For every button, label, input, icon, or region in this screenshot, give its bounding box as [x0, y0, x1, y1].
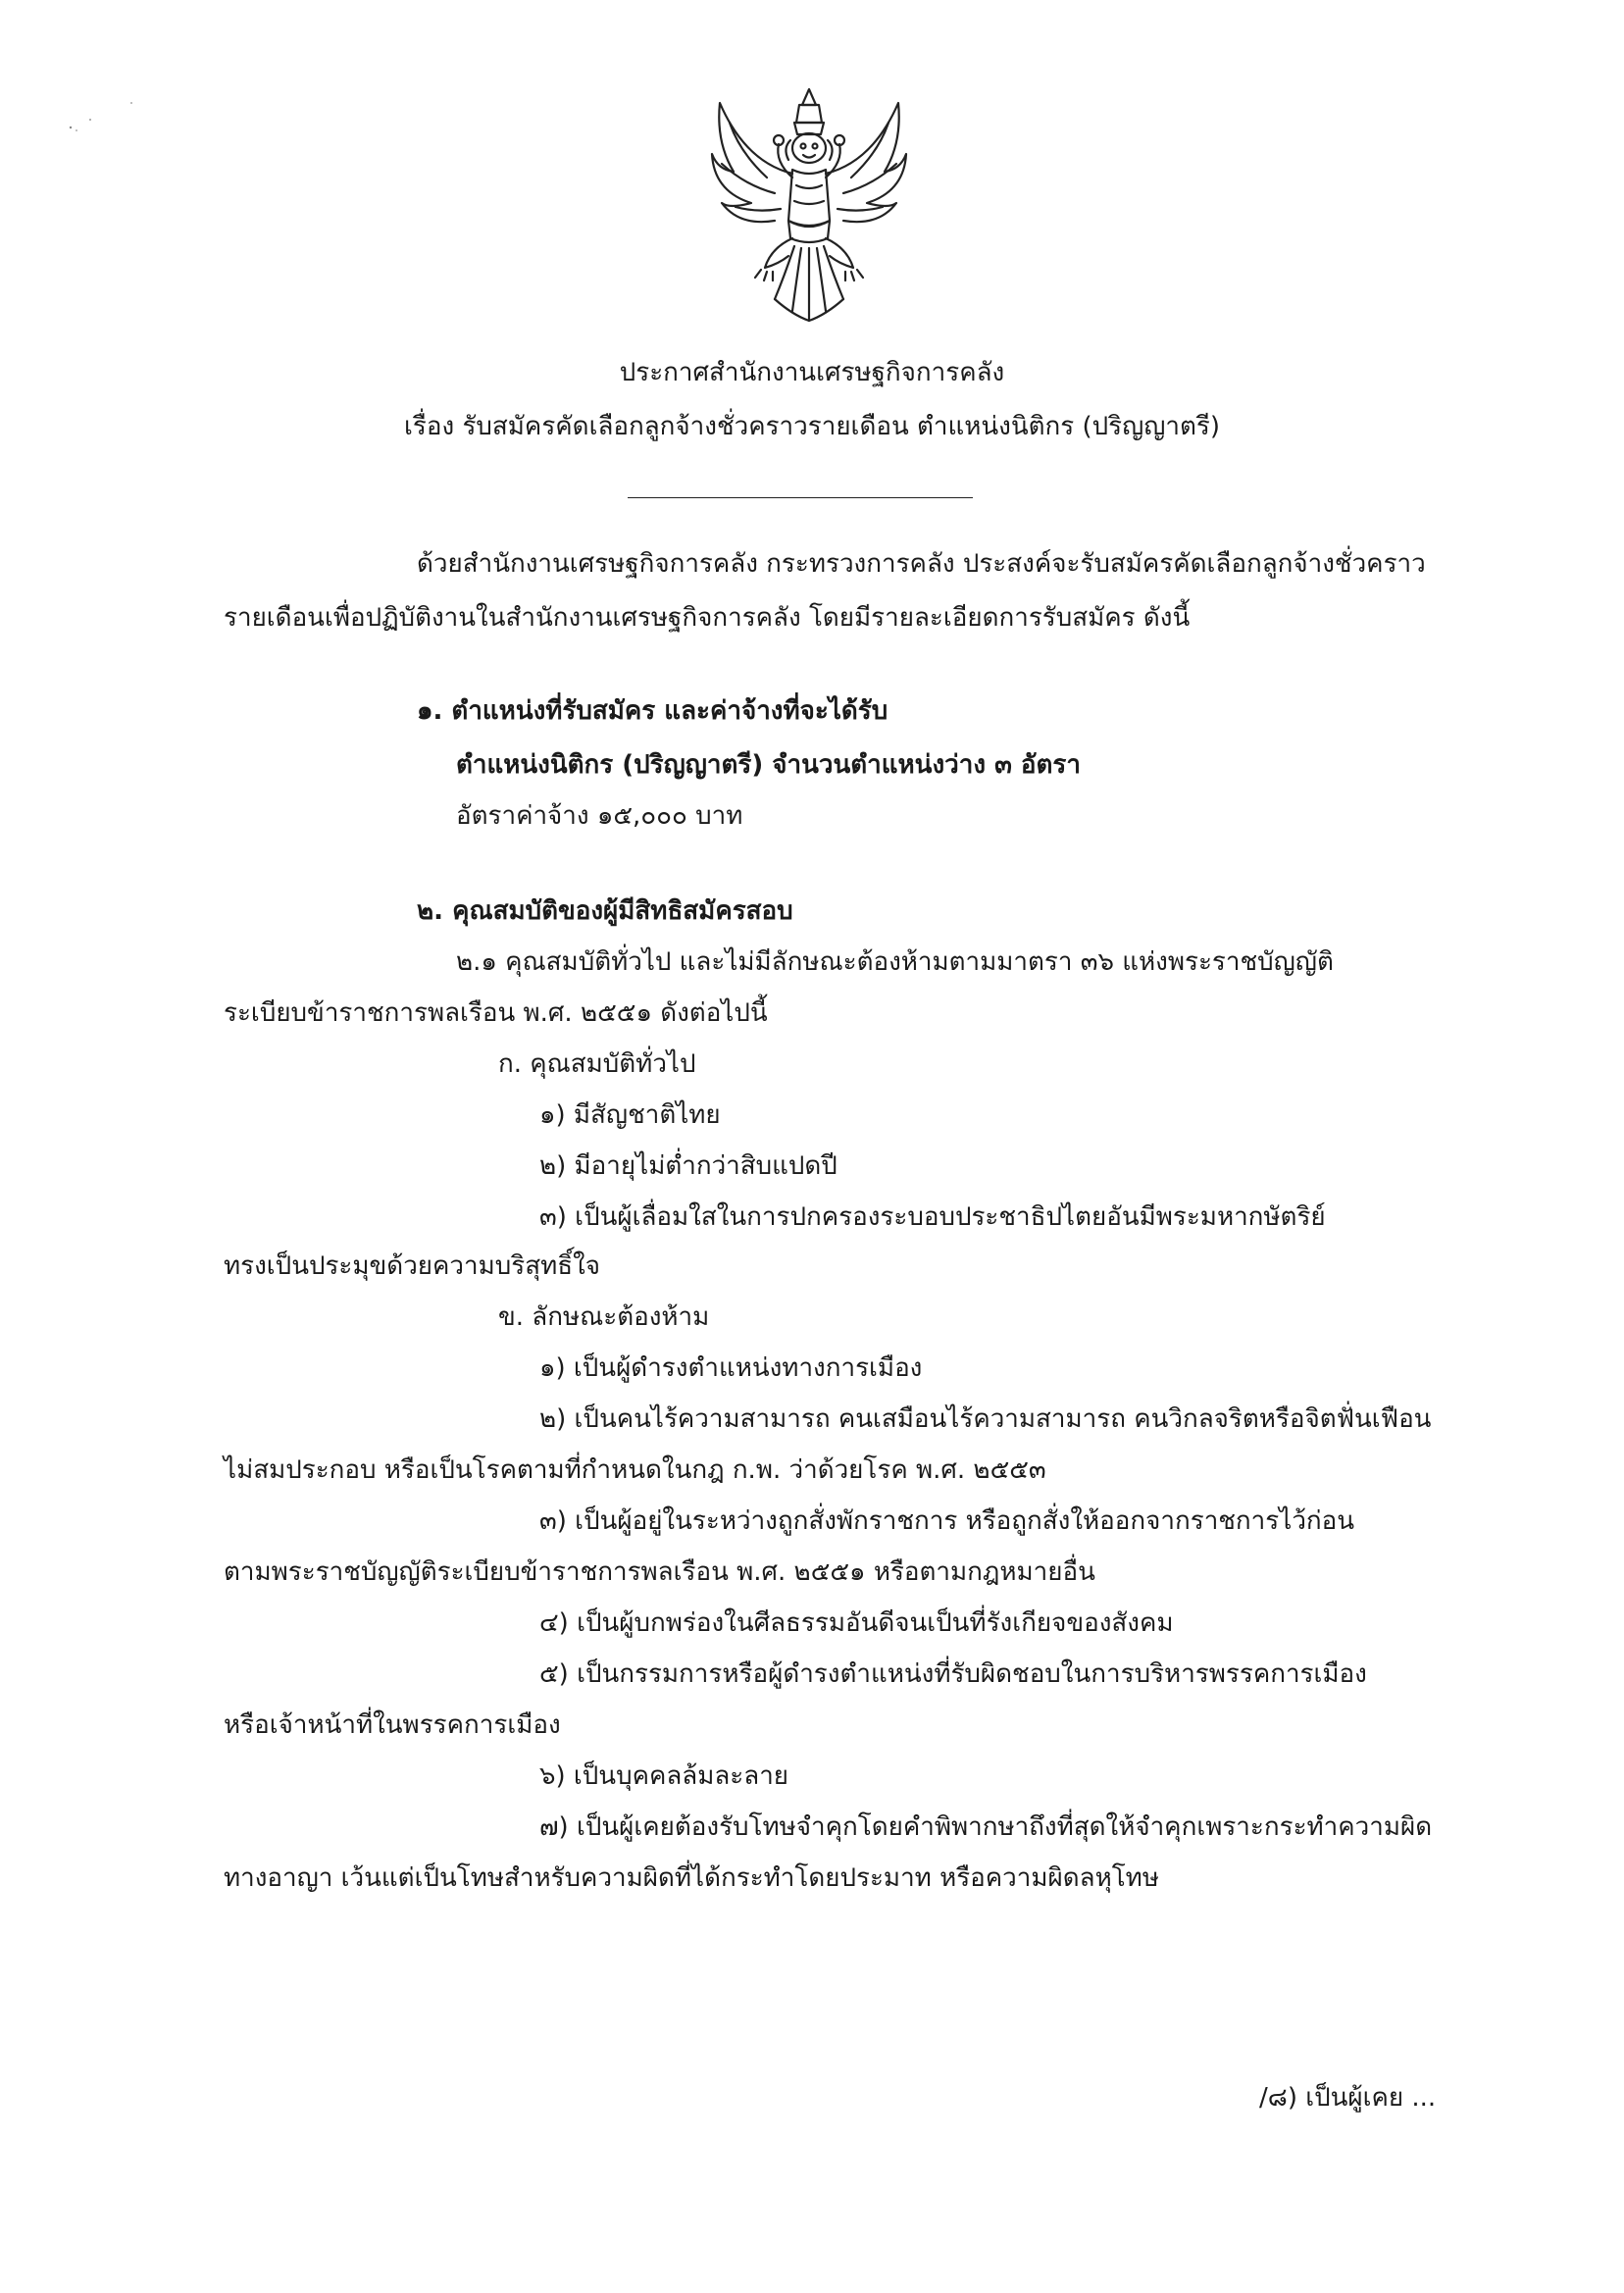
intro-line-1: ด้วยสำนักงานเศรษฐกิจการคลัง กระทรวงการคลัง ประสงค์จะรับสมัครคัดเลือกลูกจ้างชั่วคราว [417, 549, 1426, 579]
prohibited-item-3: ๓) เป็นผู้อยู่ในระหว่างถูกสั่งพักราชการ หรือถูกสั่งให้ออกจากราชการไว้ก่อน [539, 1506, 1355, 1536]
general-item-2: ๒) มีอายุไม่ต่ำกว่าสิบแปดปี [539, 1151, 837, 1181]
scan-speck [61, 98, 149, 147]
prohibited-item-5-cont: หรือเจ้าหน้าที่ในพรรคการเมือง [224, 1710, 561, 1740]
section1-heading: ๑. ตำแหน่งที่รับสมัคร และค่าจ้างที่จะได้รับ [417, 696, 888, 726]
prohibited-item-2: ๒) เป็นคนไร้ความสามารถ คนเสมือนไร้ความสามารถ คนวิกลจริตหรือจิตฟั่นเฟือน [539, 1404, 1432, 1434]
section1-wage: อัตราค่าจ้าง ๑๕,๐๐๐ บาท [456, 801, 743, 831]
section2-sub1-line2: ระเบียบข้าราชการพลเรือน พ.ศ. ๒๕๕๑ ดังต่อไปนี้ [224, 998, 768, 1028]
section2-sub1-line1: ๒.๑ คุณสมบัติทั่วไป และไม่มีลักษณะต้องห้ามตามมาตรา ๓๖ แห่งพระราชบัญญัติ [456, 947, 1334, 977]
general-item-3-cont: ทรงเป็นประมุขด้วยความบริสุทธิ์ใจ [224, 1251, 601, 1281]
prohibited-item-7-cont: ทางอาญา เว้นแต่เป็นโทษสำหรับความผิดที่ได้กระทำโดยประมาท หรือความผิดลหุโทษ [224, 1863, 1159, 1893]
general-item-1: ๑) มีสัญชาติไทย [539, 1100, 721, 1130]
prohibited-item-4: ๔) เป็นผู้บกพร่องในศีลธรรมอันดีจนเป็นที่รังเกียจของสังคม [539, 1608, 1174, 1638]
prohibited-heading: ข. ลักษณะต้องห้าม [498, 1302, 710, 1332]
prohibited-item-3-cont: ตามพระราชบัญญัติระเบียบข้าราชการพลเรือน พ.ศ. ๒๕๕๑ หรือตามกฎหมายอื่น [224, 1557, 1095, 1587]
section1-position: ตำแหน่งนิติกร (ปริญญาตรี) จำนวนตำแหน่งว่าง ๓ อัตรา [456, 750, 1081, 780]
title-divider [628, 497, 973, 498]
prohibited-item-7: ๗) เป็นผู้เคยต้องรับโทษจำคุกโดยคำพิพากษาถึงที่สุดให้จำคุกเพราะกระทำความผิด [539, 1812, 1433, 1842]
prohibited-item-1: ๑) เป็นผู้ดำรงตำแหน่งทางการเมือง [539, 1353, 923, 1383]
section2-heading: ๒. คุณสมบัติของผู้มีสิทธิสมัครสอบ [417, 896, 793, 926]
page-continuation: /๘) เป็นผู้เคย ... [1259, 2083, 1437, 2113]
announcement-subject: เรื่อง รับสมัครคัดเลือกลูกจ้างชั่วคราวรายเดือน ตำแหน่งนิติกร (ปริญญาตรี) [404, 412, 1220, 441]
announcement-title: ประกาศสำนักงานเศรษฐกิจการคลัง [619, 358, 1005, 387]
prohibited-item-2-cont: ไม่สมประกอบ หรือเป็นโรคตามที่กำหนดในกฎ ก.พ. ว่าด้วยโรค พ.ศ. ๒๕๕๓ [224, 1455, 1046, 1485]
intro-line-2: รายเดือนเพื่อปฏิบัติงานในสำนักงานเศรษฐกิจการคลัง โดยมีรายละเอียดการรับสมัคร ดังนี้ [224, 603, 1191, 633]
general-item-3: ๓) เป็นผู้เลื่อมใสในการปกครองระบอบประชาธิปไตยอันมีพระมหากษัตริย์ [539, 1202, 1326, 1232]
prohibited-item-6: ๖) เป็นบุคคลล้มละลาย [539, 1761, 789, 1791]
garuda-emblem-icon [706, 83, 912, 329]
prohibited-item-5: ๕) เป็นกรรมการหรือผู้ดำรงตำแหน่งที่รับผิดชอบในการบริหารพรรคการเมือง [539, 1659, 1367, 1689]
general-heading: ก. คุณสมบัติทั่วไป [498, 1049, 696, 1079]
